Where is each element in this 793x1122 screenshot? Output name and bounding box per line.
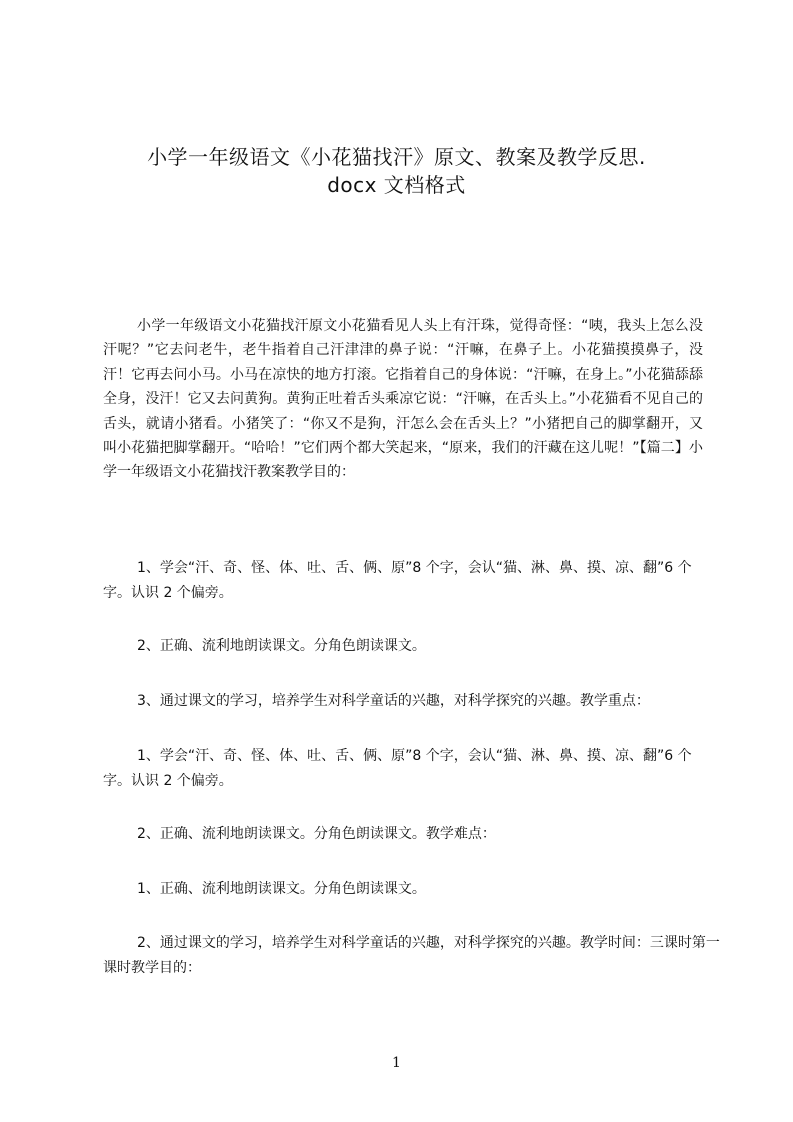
objective-item-3: 3、通过课文的学习，培养学生对科学童话的兴趣，对科学探究的兴趣。教学重点： (137, 693, 650, 709)
title-line-1: 小学一年级语文《小花猫找汗》原文、教案及教学反思. (147, 145, 646, 169)
key-point-item-2: 2、正确、流利地朗读课文。分角色朗读课文。教学难点： (137, 826, 496, 842)
story-paragraph: 小学一年级语文小花猫找汗原文小花猫看见人头上有汗珠，觉得奇怪：“咦，我头上怎么没汗呢？”它去问老牛，老牛指着自己汗津津的鼻子说：“汗嘛，在鼻子上。小花猫摸摸鼻子，没汗！它再去问小马。小马在凉快的地方打滚。它指着自己的身体说：“汗嘛，在身上。”小花猫舔舔全身，没汗！它又去问黄狗。黄狗正吐着舌头乘凉它说：“汗嘛，在舌头上。”小花猫看不见自己的舌头，就请小猪看。小猪笑了：“你又不是狗，汗怎么会在舌头上？”小猪把自己的脚掌翻开，又叫小花猫把脚掌翻开。“哈哈！”它们两个都大笑起来，“原来，我们的汗藏在这儿呢！”【篇二】小学一年级语文小花猫找汗教案教学目的： (103, 318, 703, 481)
page-number: 1 (392, 1055, 401, 1071)
difficulty-item-1: 1、正确、流利地朗读课文。分角色朗读课文。 (137, 881, 426, 897)
objective-item-2: 2、正确、流利地朗读课文。分角色朗读课文。 (137, 638, 426, 654)
title-line-2: docx 文档格式 (327, 173, 466, 197)
document-title (60, 143, 733, 199)
objective-item-1: 1、学会“汗、奇、怪、体、吐、舌、俩、原”8 个字，会认“猫、淋、鼻、摸、凉、翻”6 个字。认识 2 个偏旁。 (103, 560, 692, 601)
difficulty-item-2: 2、通过课文的学习，培养学生对科学童话的兴趣，对科学探究的兴趣。教学时间：三课时第一课时教学目的： (103, 935, 720, 976)
key-point-item-1: 1、学会“汗、奇、怪、体、吐、舌、俩、原”8 个字，会认“猫、淋、鼻、摸、凉、翻”6 个字。认识 2 个偏旁。 (103, 748, 692, 789)
